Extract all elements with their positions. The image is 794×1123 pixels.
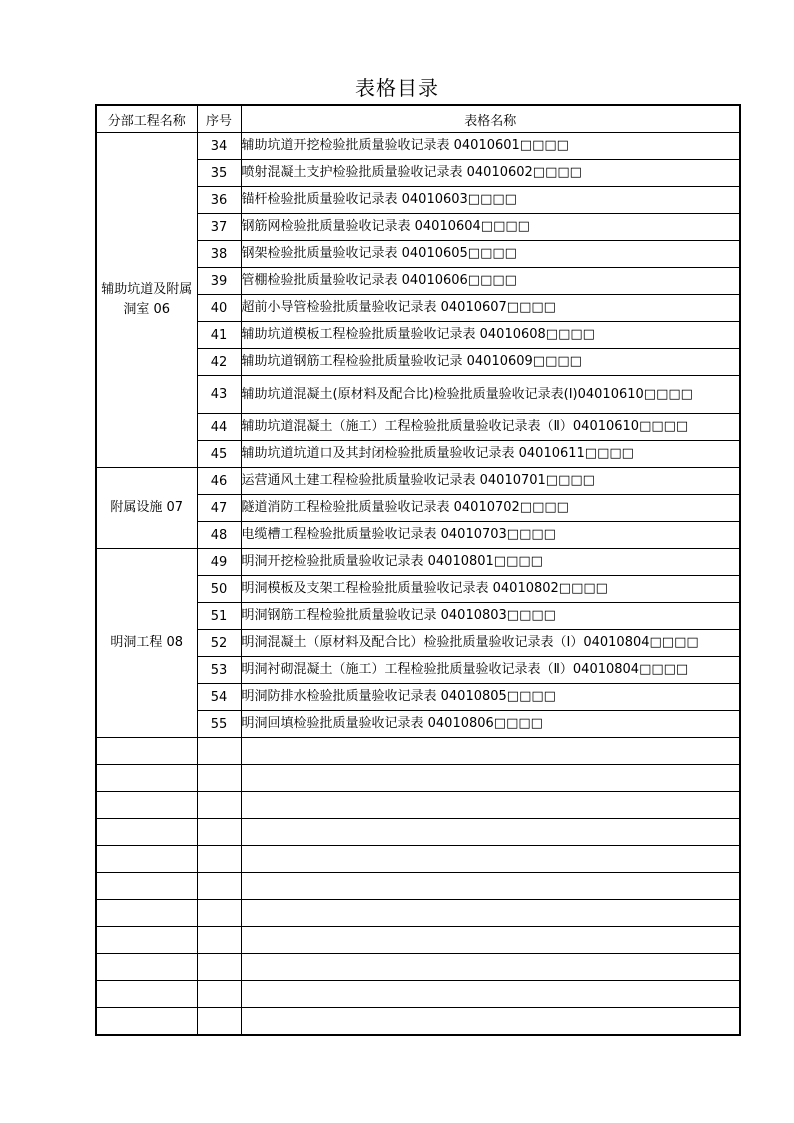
empty-cell (197, 738, 241, 765)
seq-cell: 44 (197, 414, 241, 441)
header-group-name: 分部工程名称 (96, 105, 197, 133)
name-cell: 辅助坑道模板工程检验批质量验收记录表 04010608□□□□ (241, 322, 740, 349)
seq-cell: 42 (197, 349, 241, 376)
empty-row (96, 873, 740, 900)
name-cell: 明洞钢筋工程检验批质量验收记录 04010803□□□□ (241, 603, 740, 630)
empty-cell (96, 1008, 197, 1036)
seq-cell: 53 (197, 657, 241, 684)
seq-cell: 34 (197, 133, 241, 160)
empty-row (96, 1008, 740, 1036)
name-cell: 辅助坑道钢筋工程检验批质量验收记录 04010609□□□□ (241, 349, 740, 376)
seq-cell: 37 (197, 214, 241, 241)
seq-cell: 45 (197, 441, 241, 468)
seq-cell: 43 (197, 376, 241, 414)
empty-row (96, 846, 740, 873)
empty-cell (96, 900, 197, 927)
seq-cell: 46 (197, 468, 241, 495)
empty-row (96, 738, 740, 765)
name-cell: 钢架检验批质量验收记录表 04010605□□□□ (241, 241, 740, 268)
header-table-name: 表格名称 (241, 105, 740, 133)
table-row (96, 549, 740, 576)
empty-cell (197, 1008, 241, 1036)
seq-cell: 35 (197, 160, 241, 187)
table-row (96, 133, 740, 160)
name-cell: 明洞衬砌混凝土（施工）工程检验批质量验收记录表（Ⅱ）04010804□□□□ (241, 657, 740, 684)
name-cell: 辅助坑道混凝土（施工）工程检验批质量验收记录表（Ⅱ）04010610□□□□ (241, 414, 740, 441)
name-cell: 明洞混凝土（原材料及配合比）检验批质量验收记录表（Ⅰ）04010804□□□□ (241, 630, 740, 657)
name-cell: 明洞回填检验批质量验收记录表 04010806□□□□ (241, 711, 740, 738)
empty-cell (241, 873, 740, 900)
header-row (96, 105, 740, 133)
seq-cell: 50 (197, 576, 241, 603)
empty-cell (241, 738, 740, 765)
empty-cell (241, 1008, 740, 1036)
name-cell: 钢筋网检验批质量验收记录表 04010604□□□□ (241, 214, 740, 241)
seq-cell: 38 (197, 241, 241, 268)
empty-cell (241, 927, 740, 954)
page-title: 表格目录 (355, 76, 439, 100)
header-seq: 序号 (197, 105, 241, 133)
empty-cell (96, 927, 197, 954)
name-cell: 超前小导管检验批质量验收记录表 04010607□□□□ (241, 295, 740, 322)
empty-cell (197, 792, 241, 819)
empty-cell (197, 981, 241, 1008)
empty-cell (197, 927, 241, 954)
name-cell: 隧道消防工程检验批质量验收记录表 04010702□□□□ (241, 495, 740, 522)
seq-cell: 51 (197, 603, 241, 630)
seq-cell: 52 (197, 630, 241, 657)
seq-cell: 41 (197, 322, 241, 349)
empty-cell (96, 981, 197, 1008)
table-row (96, 468, 740, 495)
empty-cell (197, 873, 241, 900)
empty-cell (96, 765, 197, 792)
seq-cell: 54 (197, 684, 241, 711)
name-cell: 明洞开挖检验批质量验收记录表 04010801□□□□ (241, 549, 740, 576)
seq-cell: 47 (197, 495, 241, 522)
group-cell-06: 辅助坑道及附属洞室 06 (96, 133, 197, 468)
empty-cell (197, 765, 241, 792)
seq-cell: 49 (197, 549, 241, 576)
empty-cell (241, 981, 740, 1008)
seq-cell: 55 (197, 711, 241, 738)
name-cell: 喷射混凝土支护检验批质量验收记录表 04010602□□□□ (241, 160, 740, 187)
empty-cell (96, 873, 197, 900)
empty-row (96, 981, 740, 1008)
empty-row (96, 954, 740, 981)
seq-cell: 39 (197, 268, 241, 295)
empty-cell (96, 792, 197, 819)
name-cell: 明洞防排水检验批质量验收记录表 04010805□□□□ (241, 684, 740, 711)
empty-row (96, 819, 740, 846)
name-cell: 锚杆检验批质量验收记录表 04010603□□□□ (241, 187, 740, 214)
name-cell: 明洞模板及支架工程检验批质量验收记录表 04010802□□□□ (241, 576, 740, 603)
group-cell-08: 明洞工程 08 (96, 549, 197, 738)
empty-row (96, 927, 740, 954)
empty-row (96, 792, 740, 819)
name-cell: 辅助坑道坑道口及其封闭检验批质量验收记录表 04010611□□□□ (241, 441, 740, 468)
name-cell: 运营通风土建工程检验批质量验收记录表 04010701□□□□ (241, 468, 740, 495)
name-cell: 辅助坑道混凝土(原材料及配合比)检验批质量验收记录表(Ⅰ)04010610□□□□ (241, 376, 740, 414)
empty-cell (241, 792, 740, 819)
empty-cell (96, 954, 197, 981)
empty-cell (241, 819, 740, 846)
empty-cell (197, 819, 241, 846)
empty-cell (241, 765, 740, 792)
seq-cell: 48 (197, 522, 241, 549)
empty-cell (96, 738, 197, 765)
empty-row (96, 900, 740, 927)
empty-cell (241, 954, 740, 981)
name-cell: 辅助坑道开挖检验批质量验收记录表 04010601□□□□ (241, 133, 740, 160)
name-cell: 管棚检验批质量验收记录表 04010606□□□□ (241, 268, 740, 295)
empty-cell (241, 846, 740, 873)
name-cell: 电缆槽工程检验批质量验收记录表 04010703□□□□ (241, 522, 740, 549)
empty-row (96, 765, 740, 792)
seq-cell: 40 (197, 295, 241, 322)
catalog-table (95, 104, 741, 1036)
group-cell-07: 附属设施 07 (96, 468, 197, 549)
seq-cell: 36 (197, 187, 241, 214)
empty-cell (96, 819, 197, 846)
empty-cell (197, 954, 241, 981)
empty-cell (197, 846, 241, 873)
empty-cell (241, 900, 740, 927)
empty-cell (197, 900, 241, 927)
empty-cell (96, 846, 197, 873)
